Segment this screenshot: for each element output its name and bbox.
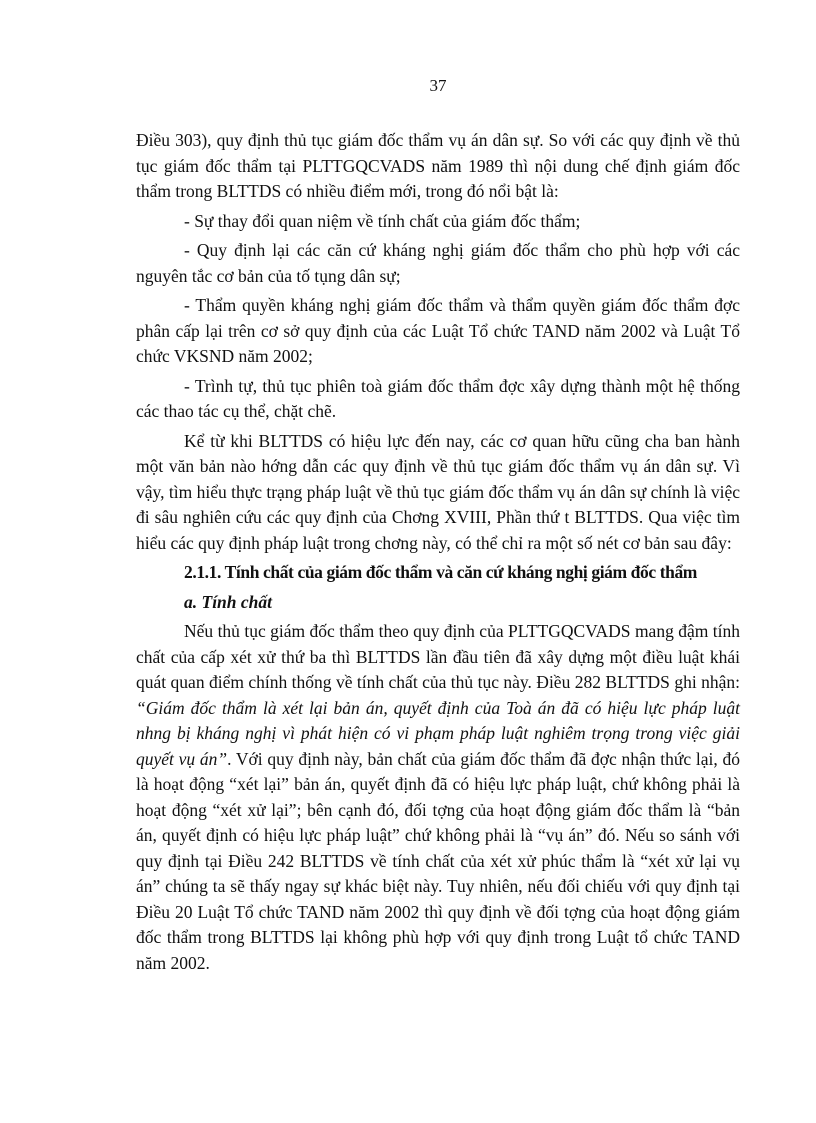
- section-heading: 2.1.1. Tính chất của giám đốc thẩm và căn cứ kháng nghị giám đốc thẩm: [184, 562, 697, 582]
- page-number: 37: [429, 76, 447, 95]
- bullet-item-4: - Trình tự, thủ tục phiên toà giám đốc thẩm đợc xây dựng thành một hệ thống các thao tác cụ thể, chặt chẽ.: [136, 375, 740, 421]
- document-page: [136, 72, 740, 980]
- paragraph-intro: Điều 303), quy định thủ tục giám đốc thẩm vụ án dân sự. So với các quy định về thủ tục giám đốc thẩm tại PLTTGQCVADS năm 1989 thì nội dung chế định giám đốc thẩm trong BLTTDS có nhiều điểm mới, trong đó nổi bật là:: [136, 130, 740, 201]
- paragraph-nature-part-1: Nếu thủ tục giám đốc thẩm theo quy định của PLTTGQCVADS mang đậm tính chất của cấp xét xử thứ ba thì BLTTDS lần đầu tiên đã xây dựng một điều luật khái quát quan điểm chính thống về tính chất của thủ tục này. Điều 282 BLTTDS ghi nhận:: [136, 621, 740, 692]
- subsection-heading: a. Tính chất: [184, 591, 273, 612]
- bullet-item-3: - Thẩm quyền kháng nghị giám đốc thẩm và thẩm quyền giám đốc thẩm đợc phân cấp lại trên cơ sở quy định của các Luật Tổ chức TAND năm 2002 và Luật Tổ chức VKSND năm 2002;: [136, 295, 740, 366]
- paragraph-nature-part-2: . Với quy định này, bản chất của giám đốc thẩm đã đợc nhận thức lại, đó là hoạt động “xét lại” bản án, quyết định đã có hiệu lực pháp luật, chứ không phải là hoạt động “xét xử lại”; bên cạnh đó, đối tợng của hoạt động giám đốc thẩm là “bản án, quyết định có hiệu lực pháp luật” chứ không phải là “vụ án” đó. Nếu so sánh với quy định tại Điều 242 BLTTDS về tính chất của xét xử phúc thẩm là “xét xử lại vụ án” chúng ta sẽ thấy ngay sự khác biệt này. Tuy nhiên, nếu đối chiếu với quy định tại Điều 20 Luật Tổ chức TAND năm 2002 thì quy định về đối tợng của hoạt động giám đốc thẩm trong BLTTDS lại không phù hợp với quy định trong Luật tổ chức TAND năm 2002.: [136, 748, 741, 973]
- paragraph-context: Kể từ khi BLTTDS có hiệu lực đến nay, các cơ quan hữu cũng cha ban hành một văn bản nào hớng dẫn các quy định về thủ tục giám đốc thẩm vụ án dân sự. Vì vậy, tìm hiểu thực trạng pháp luật về thủ tục giám đốc thẩm vụ án dân sự chính là việc đi sâu nghiên cứu các quy định của Chơng XVIII, Phần thứ t BLTTDS. Qua việc tìm hiểu các quy định pháp luật trong chơng này, có thể chỉ ra một số nét cơ bản sau đây:: [136, 430, 740, 553]
- bullet-item-1: - Sự thay đổi quan niệm về tính chất của giám đốc thẩm;: [184, 210, 581, 231]
- paragraph-nature: [136, 619, 740, 976]
- article-282-quote: “Giám đốc thẩm là xét lại bản án, quyết định của Toà án đã có hiệu lực pháp luật nhng bị kháng nghị vì phát hiện có vi phạm pháp luật nghiêm trọng trong việc giải quyết vụ án”: [136, 697, 740, 769]
- bullet-item-2: - Quy định lại các căn cứ kháng nghị giám đốc thẩm cho phù hợp với các nguyên tắc cơ bản của tố tụng dân sự;: [136, 240, 740, 286]
